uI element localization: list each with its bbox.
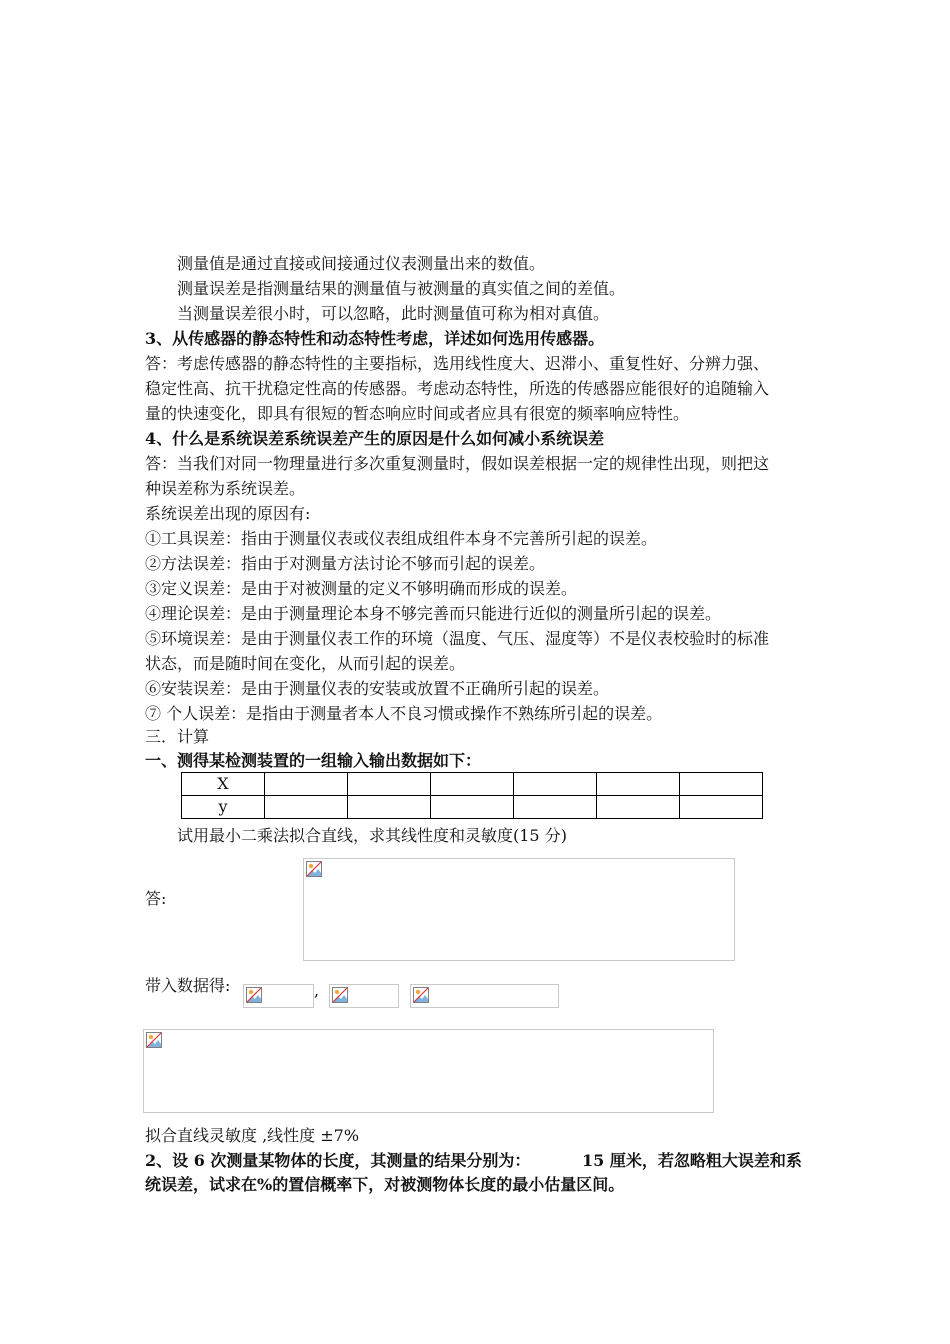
broken-image-icon [332,987,348,1003]
table-cell: y [182,796,265,819]
list-item: ③定义误差：是由于对被测量的定义不够明确而形成的误差。 [145,579,578,598]
table-cell [431,796,514,819]
table-cell [514,796,597,819]
section-heading: 三．计算 [145,727,210,746]
broken-image-icon [413,987,429,1003]
text-line: 系统误差出现的原因有: [145,504,311,523]
table-cell [348,796,431,819]
text-line: 答：当我们对同一物理量进行多次重复测量时，假如误差根据一定的规律性出现，则把这 [145,454,770,473]
bring-data-label: 带入数据得: [145,976,231,995]
data-table [181,772,763,819]
text-line: 拟合直线灵敏度 ,线性度 ±7% [145,1126,360,1145]
table-cell [680,773,763,796]
broken-image-icon [246,987,262,1003]
broken-image-icon [146,1032,162,1048]
table-cell [348,773,431,796]
table-cell [680,796,763,819]
list-item: ⑥安装误差：是由于测量仪表的安装或放置不正确所引起的误差。 [145,679,610,698]
formula-image [303,858,735,961]
table-cell [265,796,348,819]
table-row [182,773,763,796]
problem-2-heading-line2: 统误差，试求在%的置信概率下，对被测物体长度的最小估量区间。 [145,1175,625,1194]
table-cell [265,773,348,796]
formula-image [243,984,314,1008]
question-4-heading: 4、什么是系统误差系统误差产生的原因是什么如何减小系统误差 [145,429,605,448]
table-cell [597,773,680,796]
list-item-continuation: 状态，而是随时间在变化，从而引起的误差。 [145,654,466,673]
problem-2-heading-continued: 15 厘米，若忽略粗大误差和系 [582,1151,802,1170]
list-item: ⑦ 个人误差：是指由于测量者本人不良习惯或操作不熟练所引起的误差。 [145,704,663,723]
table-cell [597,796,680,819]
broken-image-icon [306,861,322,877]
list-item: ④理论误差：是由于测量理论本身不够完善而只能进行近似的测量所引起的误差。 [145,604,722,623]
table-cell: X [182,773,265,796]
text-line: 测量值是通过直接或间接通过仪表测量出来的数值。 [177,254,546,273]
question-3-heading: 3、从传感器的静态特性和动态特性考虑，详述如何选用传感器。 [145,329,605,348]
text-line: 答：考虑传感器的静态特性的主要指标，选用线性度大、迟滞小、重复性好、分辨力强、 [145,354,770,373]
table-cell [514,773,597,796]
text-line: 种误差称为系统误差。 [145,479,306,498]
list-item: ②方法误差：指由于对测量方法讨论不够而引起的误差。 [145,554,546,573]
list-item: ⑤环境误差：是由于测量仪表工作的环境（温度、气压、湿度等）不是仪表校验时的标准 [145,629,770,648]
formula-image [329,984,399,1008]
comma-separator: , [314,981,320,1000]
table-cell [431,773,514,796]
text-line: 测量误差是指测量结果的测量值与被测量的真实值之间的差值。 [177,279,626,298]
text-line: 稳定性高、抗干扰稳定性高的传感器。考虑动态特性，所选的传感器应能很好的追随输入 [145,379,770,398]
text-line: 当测量误差很小时，可以忽略，此时测量值可称为相对真值。 [177,304,610,323]
text-line: 试用最小二乘法拟合直线，求其线性度和灵敏度(15 分) [177,826,567,845]
text-line: 量的快速变化，即具有很短的暂态响应时间或者应具有很宽的频率响应特性。 [145,404,690,423]
formula-image [410,984,559,1008]
table-row [182,796,763,819]
problem-1-heading: 一、测得某检测装置的一组输入输出数据如下： [145,751,482,770]
list-item: ①工具误差：指由于测量仪表或仪表组成组件本身不完善所引起的误差。 [145,529,658,548]
answer-label: 答: [145,889,167,908]
formula-image [143,1029,714,1113]
problem-2-heading: 2、设 6 次测量某物体的长度，其测量的结果分别为： [145,1151,531,1170]
